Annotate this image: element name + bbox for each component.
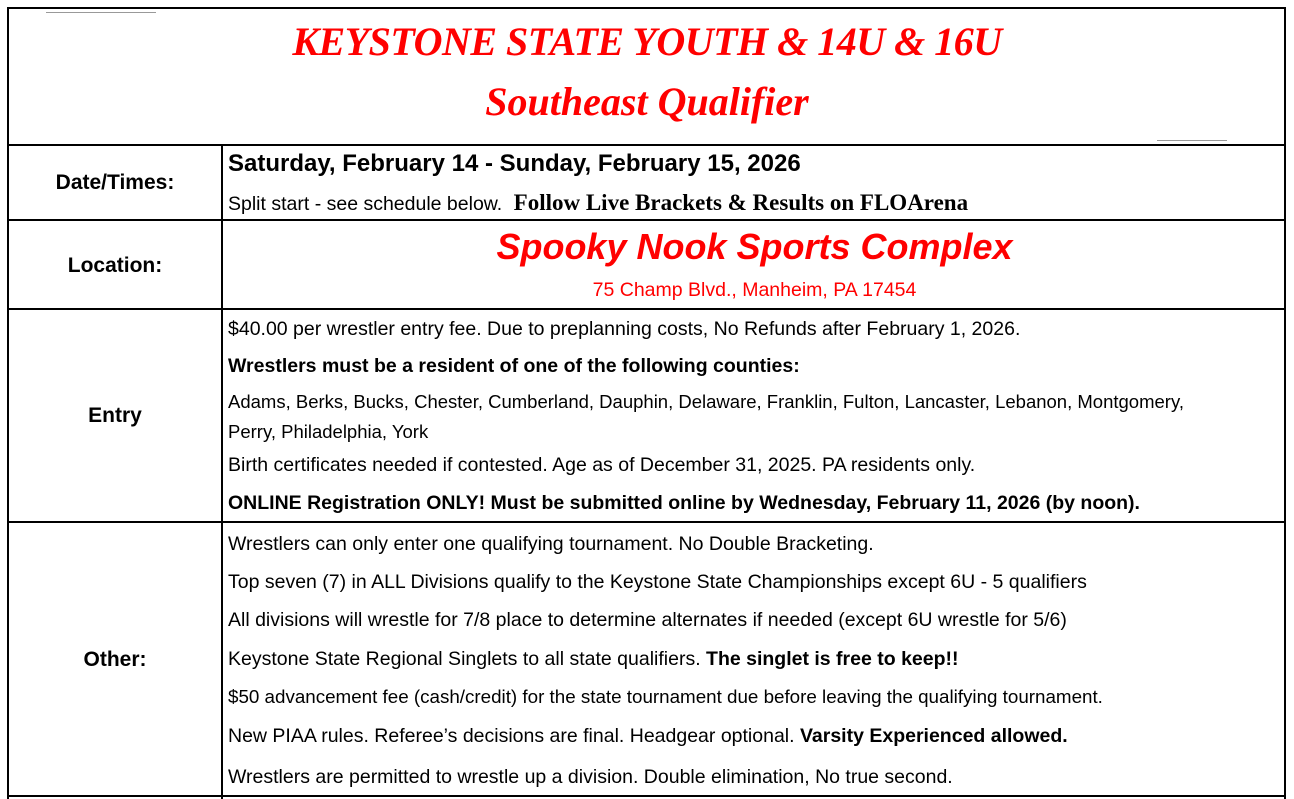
divider: [46, 12, 156, 13]
other-rule: All divisions will wrestle for 7/8 place to determine alternates if needed (except 6U wrestle for 5/6): [228, 609, 1067, 631]
counties-list-line1: Adams, Berks, Bucks, Chester, Cumberland, Dauphin, Delaware, Franklin, Fulton, Lancaster, Lebanon, Montgomery,: [228, 391, 1184, 412]
row-divider: [7, 308, 1286, 310]
split-start-note: Split start - see schedule below.: [228, 193, 503, 215]
row-divider: [7, 144, 1286, 146]
counties-list-line2: Perry, Philadelphia, York: [228, 421, 429, 442]
row-divider: [7, 219, 1286, 221]
event-dates: Saturday, February 14 - Sunday, February 15, 2026: [228, 150, 801, 177]
birth-certificate-note: Birth certificates needed if contested. Age as of December 31, 2025. PA residents only.: [228, 454, 976, 476]
divider: [1157, 140, 1227, 141]
other-rule: [228, 725, 1068, 748]
piaa-rules-note: New PIAA rules. Referee’s decisions are final. Headgear optional.: [228, 725, 800, 747]
other-rule: Wrestlers can only enter one qualifying tournament. No Double Bracketing.: [228, 533, 874, 555]
row-divider: [7, 795, 1286, 797]
entry-fee: $40.00 per wrestler entry fee. Due to preplanning costs, No Refunds after February 1, 2026.: [228, 318, 1021, 340]
singlet-free-note: The singlet is free to keep!!: [706, 648, 959, 670]
other-rule: [228, 648, 959, 671]
follow-live-note: Follow Live Brackets & Results on FLOArena: [513, 190, 969, 215]
varsity-note: Varsity Experienced allowed.: [799, 725, 1068, 747]
date-times-details: [228, 190, 968, 216]
entry-label: Entry: [88, 404, 142, 427]
venue-name: Spooky Nook Sports Complex: [496, 226, 1013, 267]
online-registration-note: ONLINE Registration ONLY! Must be submitted online by Wednesday, February 11, 2026 (by noon).: [228, 492, 1140, 514]
venue-address: 75 Champ Blvd., Manheim, PA 17454: [592, 279, 917, 301]
other-rule: Top seven (7) in ALL Divisions qualify to the Keystone State Championships except 6U - 5 qualifiers: [228, 571, 1087, 593]
date-times-label: Date/Times:: [55, 171, 175, 194]
event-subtitle: Southeast Qualifier: [485, 79, 809, 124]
other-rule: $50 advancement fee (cash/credit) for the state tournament due before leaving the qualifying tournament.: [228, 686, 1103, 707]
other-label: Other:: [83, 648, 147, 671]
location-label: Location:: [67, 254, 163, 277]
event-title: KEYSTONE STATE YOUTH & 14U & 16U: [292, 19, 1002, 64]
row-divider: [7, 521, 1286, 523]
other-rule: Wrestlers are permitted to wrestle up a division. Double elimination, No true second.: [228, 766, 953, 788]
singlet-note: Keystone State Regional Singlets to all state qualifiers.: [228, 648, 707, 670]
residency-header: Wrestlers must be a resident of one of the following counties:: [228, 355, 800, 377]
